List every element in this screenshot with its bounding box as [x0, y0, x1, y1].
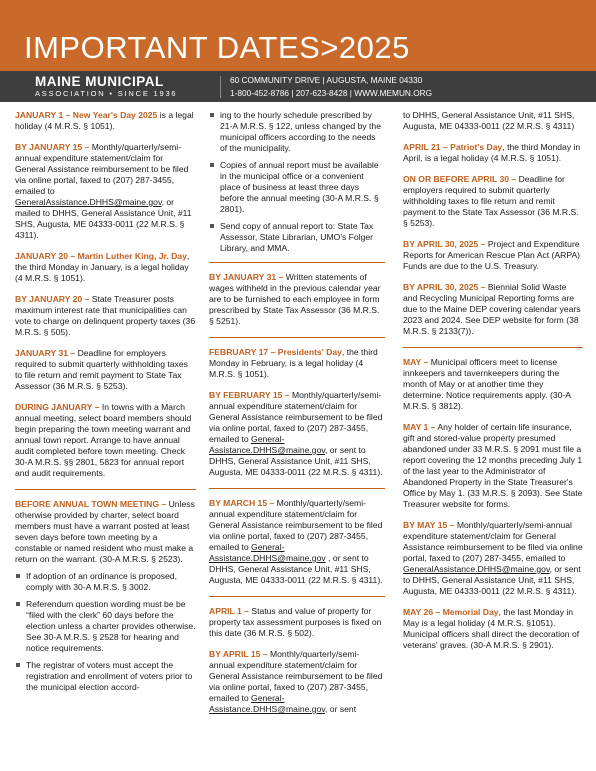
date-entry [403, 520, 583, 597]
date-entry [209, 390, 385, 478]
entry-heading: BY FEBRUARY 15 – [209, 390, 290, 400]
entry-text: , the third Monday in February, is a legal holiday (4 M.R.S. § 1051). [209, 347, 378, 379]
entry-text: , or sent to DHHS, General Assistance Unit, #11 SHS, Augusta, ME 04333-0011 (22 M.R.S. § 4311). [209, 553, 383, 585]
bullet-item: Send copy of annual report to: State Tax Assessor, State Librarian, UMO's Folger Library, and MMA. [209, 221, 385, 254]
entry-text: Monthly/quarterly/semi-annual expenditure statement/claim for General Assistance reimbursement to be filed via online portal, faxed to (207) 287-3455, emailed to [209, 649, 383, 703]
entry-heading: BY MAY 15 – [403, 520, 455, 530]
email-link[interactable]: GeneralAssistance.DHHS@maine.gov [403, 564, 550, 574]
entry-text: Status and value of property for property tax assessment purposes is fixed on this date (36 M.R.S. § 502). [209, 606, 382, 638]
entry-text: State Treasurer posts maximum interest rate that municipalities can vote to charge on delinquent property taxes (36 M.R.S. § 505). [15, 294, 196, 337]
org-address: 60 COMMUNITY DRIVE | AUGUSTA, MAINE 04330 [230, 75, 423, 85]
bullet-item: Referendum question wording must be be “filed with the clerk” 60 days before the election unless a charter provides otherwise. See 30-A M.R.S. § 2528 for hearing and notice requirements. [15, 599, 196, 654]
entry-text: ing to the hourly schedule prescribed by 21-A M.R.S. § 122, unless changed by the municipal officers according to the needs of the municipality. [220, 110, 381, 153]
entry-heading: MAY 26 – Memorial Day [403, 607, 499, 617]
date-entry [15, 499, 196, 693]
email-link[interactable]: General-Assistance.DHHS@maine.gov [209, 693, 326, 714]
page-title: IMPORTANT DATES>2025 [24, 30, 410, 65]
entry-text: Written statements of wages withheld in the previous calendar year are to be furnished to each employee in form prescribed by State Tax Assessor (36 M.R.S. § 5251). [209, 272, 381, 326]
entry-text: , the third Monday in January, is a legal holiday (4 M.R.S. § 1051). [15, 251, 190, 283]
entry-heading: APRIL 1 – [209, 606, 249, 616]
date-entry [403, 239, 583, 272]
section-divider [209, 262, 385, 263]
bullet-item: The registrar of voters must accept the registration and enrollment of voters prior to the municipal election accord- [15, 660, 196, 693]
entry-heading: DURING JANUARY – [15, 402, 100, 412]
date-entry [209, 606, 385, 639]
entry-text: Biennial Solid Waste and Recycling Municipal Reporting forms are due to the Maine DEP covering calendar years 2023 and 2024. See DEP website for form (38 M.R.S. § 2133(7)). [403, 282, 581, 336]
entry-heading: BY JANUARY 15 – [15, 142, 90, 152]
entry-heading: BY APRIL 30, 2025 – [403, 239, 486, 249]
date-entry [15, 251, 196, 284]
header-banner [0, 0, 596, 71]
bullet-item: If adoption of an ordinance is proposed, comply with 30-A M.R.S. § 3002. [15, 571, 196, 593]
date-entry [15, 294, 196, 338]
entry-heading: BY JANUARY 31 – [209, 272, 284, 282]
date-entry [15, 402, 196, 479]
entry-text: Monthly/quarterly/semi-annual expenditure statement/claim for General Assistance reimbursement to be filed via online portal, faxed to (207) 287-3455, emailed to [209, 498, 383, 552]
entry-text: Any holder of certain life insurance, gift and stored-value property presumed abandoned under 33 M.R.S. § 2091 must file a report covering the 12 months preceding July 1 of the last year to the Administrator of Abandoned Property in the State Treasurer's Office by May 1. (33 M.R.S. § 2093). See State Treasurer website for forms. [403, 422, 583, 509]
date-entry [15, 110, 196, 132]
column-3 [403, 110, 583, 661]
entry-text: Deadline for employers required to submit quarterly withholding taxes to file return and remit payment to State Tax Assessor (36 M.R.S. § 5253). [15, 348, 188, 391]
entry-text: , or sent [325, 704, 357, 714]
entry-text: , or sent to DHHS, General Assistance Unit, #11 SHS, Augusta, ME 04333-0011 (22 M.R.S. § 4311). [403, 564, 581, 596]
entry-text: Monthly/quarterly/semi-annual expenditure statement/claim for General Assistance reimbursement to be filed via online portal, faxed to (207) 287-3455, emailed to [403, 520, 583, 563]
org-contact: 1-800-452-8786 | 207-623-8428 | WWW.MEMUN.ORG [230, 88, 433, 98]
org-name: MAINE MUNICIPAL [35, 74, 164, 89]
bullet-item: Copies of annual report must be available in the municipal office or a convenient place of business at least three days before the annual meeting (30-A M.R.S. § 2801). [209, 160, 385, 215]
entry-text: Monthly/quarterly/semi-annual expenditure statement/claim for General Assistance reimbursement to be filed via online portal, faxed to (207) 287-3455, emailed to [15, 142, 189, 196]
entry-text: Project and Expenditure Reports for American Rescue Plan Act (ARPA) Funds are due to the U.S. Treasury. [403, 239, 581, 271]
entry-heading: BY APRIL 15 – [209, 649, 268, 659]
section-divider [15, 489, 196, 490]
date-entry [15, 142, 196, 241]
entry-heading: MAY 1 – [403, 422, 436, 432]
entry-heading: JANUARY 1 – New Year's Day 2025 [15, 110, 158, 120]
entry-text: , the third Monday in April, is a legal holiday (4 M.R.S. § 1051). [403, 142, 581, 163]
entry-heading: MAY – [403, 357, 429, 367]
email-link[interactable]: General-Assistance.DHHS@maine.gov [209, 434, 326, 455]
org-tagline: ASSOCIATION • SINCE 1936 [35, 89, 178, 98]
date-entry [403, 174, 583, 229]
entry-heading: APRIL 21 – Patriot's Day [403, 142, 503, 152]
entry-heading: JANUARY 31 – [15, 348, 76, 358]
entry-heading: ON OR BEFORE APRIL 30 – [403, 174, 517, 184]
bullet-continuation [209, 110, 385, 154]
date-entry [403, 357, 583, 412]
entry-text: is a legal holiday (4 M.R.S. § 1051). [15, 110, 194, 131]
entry-text: Deadline for employers required to submit quarterly withholding taxes to file return and remit payment to the State Tax Assessor (36 M.R.S. § 5253). [403, 174, 579, 228]
date-entry [15, 348, 196, 392]
email-link[interactable]: GeneralAssistance.DHHS@maine.gov [15, 197, 162, 207]
header-divider [220, 76, 221, 98]
email-link[interactable]: General-Assistance.DHHS@maine.gov [209, 542, 326, 563]
date-entry [209, 272, 385, 327]
entry-heading: JANUARY 20 – Martin Luther King, Jr. Day [15, 251, 187, 261]
column-1 [15, 110, 196, 703]
entry-text: Unless otherwise provided by charter, select board members must have a warrant posted at least seven days before town meeting by a constable or named resident who must make a return on the warrant. (30-A M.R.S. § 2523). [15, 499, 195, 564]
entry-heading: FEBRUARY 17 – Presidents' Day [209, 347, 342, 357]
section-divider [209, 337, 385, 338]
date-entry [403, 607, 583, 651]
entry-continuation: to DHHS, General Assistance Unit, #11 SHS, Augusta, ME 04333-0011 (22 M.R.S. § 4311) [403, 110, 575, 131]
date-entry [403, 282, 583, 337]
date-entry [209, 347, 385, 380]
entry-heading: BY APRIL 30, 2025 – [403, 282, 486, 292]
entry-heading: BEFORE ANNUAL TOWN MEETING – [15, 499, 167, 509]
date-entry [403, 422, 583, 510]
entry-text: In towns with a March annual meeting, select board members should begin preparing the town meeting warrant and annual town report. Arrange to have annual audit completed before town meeting. Check 30-A M.R.S. §§ 2801, 5823 for annual report and audit requirements. [15, 402, 192, 478]
entry-text: Monthly/quarterly/semi-annual expenditure statement/claim for General Assistance reimbursement to be filed via online portal, faxed to (207) 287-3455, emailed to [209, 390, 383, 444]
section-divider [403, 347, 583, 348]
entry-heading: BY JANUARY 20 – [15, 294, 90, 304]
entry-text: , or sent to DHHS, General Assistance Unit, #11 SHS, Augusta, ME 04333-0011 (22 M.R.S. § 4311). [209, 445, 383, 477]
entry-text: Municipal officers meet to license innkeepers and tavernkeepers during the month of May or at another time they determine. Notice requirements apply. (30-A M.R.S. § 3812). [403, 357, 571, 411]
column-2 [209, 110, 385, 725]
date-entry [209, 649, 385, 715]
entry-text: , the last Monday in May is a legal holiday (4 M.R.S. §1051). Municipal officers shall direct the decoration of veterans' graves. (30-A M.R.S. § 2901). [403, 607, 580, 650]
section-divider [209, 596, 385, 597]
entry-heading: BY MARCH 15 – [209, 498, 275, 508]
date-entry [209, 498, 385, 586]
entry-text: , or mailed to DHHS, General Assistance Unit, #11 SHS, Augusta, ME 04333-0011 (22 M.R.S. § 4311). [15, 197, 192, 240]
section-divider [209, 488, 385, 489]
date-entry [403, 142, 583, 164]
